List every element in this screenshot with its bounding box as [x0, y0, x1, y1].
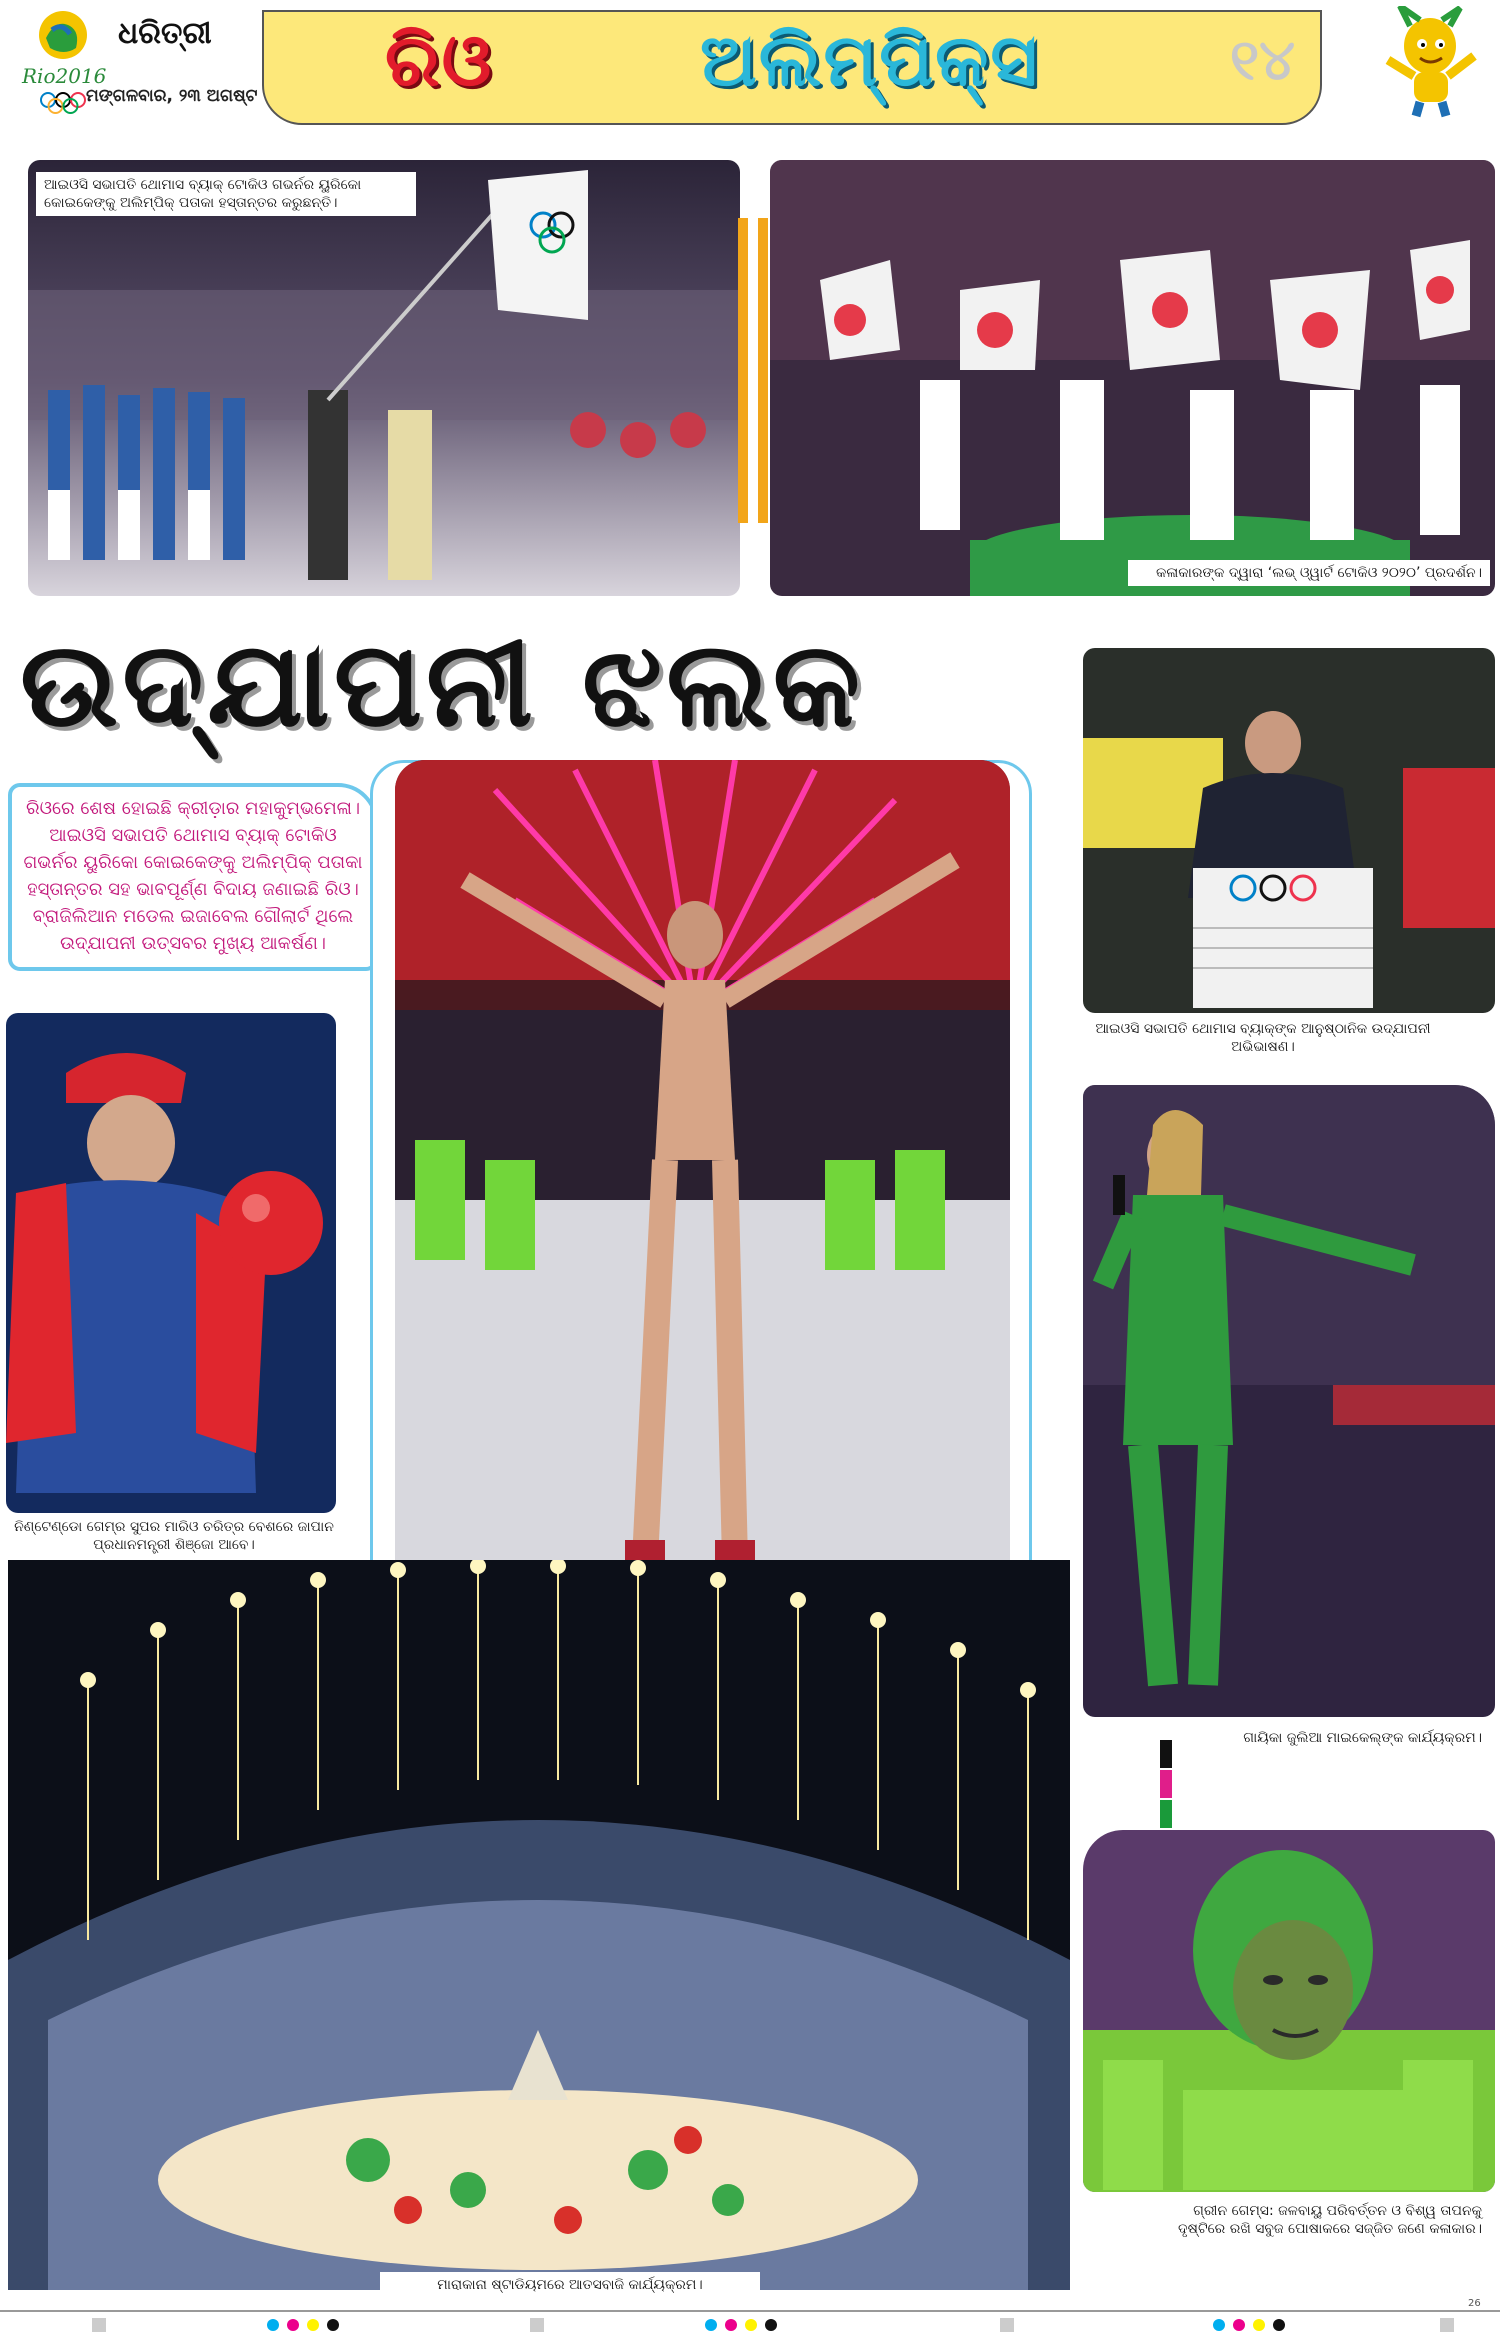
accent-bar: [758, 218, 768, 523]
rio-logo-text: Rio2016: [22, 64, 107, 88]
registration-block: [1440, 2318, 1454, 2332]
photo-flag-handover: [28, 160, 740, 596]
photo-tokyo-caption: କଳାକାରଙ୍କ ଦ୍ୱାରା ‘ଲଭ୍ ଓ୍ୱାର୍ଟ ଟୋକିଓ ୨୦୨୦’ ପ୍ରଦର୍ଶନ।: [1128, 560, 1490, 586]
photo-mario-caption: ନିଣ୍ଟେଣ୍ଡୋ ଗେମ୍‌ର ସୁପର ମାରିଓ ଚରିତ୍ର ବେଶରେ ଜାପାନ ପ୍ରଧାନମନ୍ତ୍ରୀ ଶିଞ୍ଜୋ ଆବେ।: [6, 1514, 342, 1558]
vinicius-mascot-illustration: [1360, 6, 1490, 118]
photo-green-games-performer: [1083, 1830, 1495, 2192]
photo-tokyo-2020-performance: [770, 160, 1495, 596]
photo-singer-julia-michaels: [1083, 1085, 1495, 1717]
registration-block: [1000, 2318, 1014, 2332]
main-headline: ଉଦ୍‌ଯାପନୀ ଝଲକ: [20, 615, 865, 753]
cmyk-registration-icon: [266, 2318, 346, 2332]
cmyk-registration-icon: [1212, 2318, 1292, 2332]
page-code: 26: [1468, 2298, 1481, 2309]
footer-rule: [0, 2310, 1500, 2312]
color-bar-black: [1160, 1740, 1172, 1768]
intro-summary: ରିଓରେ ଶେଷ ହୋଇଛି କ୍ରୀଡ଼ାର ମହାକୁମ୍ଭମେଳା। ଆଇଓସି ସଭାପତି ଥୋମାସ ବ୍ୟାକ୍ ଟୋକିଓ ଗଭର୍ନର ୟୁରିକୋ କୋଇକେଙ୍କୁ ଅଲିମ୍ପିକ୍ ପତାକା ହସ୍ତାନ୍ତର ସହ ଭାବପୂର୍ଣ୍ଣ ବିଦାୟ ଜଣାଇଛି ରିଓ। ବ୍ରାଜିଲିଆନ ମଡେଲ ଇଜାବେଲ ଗୌଲାର୍ଟ ଥିଲେ ଉଦ୍‌ଯାପନୀ ଉତ୍ସବର ମୁଖ୍ୟ ଆକର୍ଷଣ।: [8, 783, 378, 971]
page-title-olympics: ଅଲିମ୍ପିକ୍ସ: [700, 18, 1040, 102]
photo-flag-caption: ଆଇଓସି ସଭାପତି ଥୋମାସ ବ୍ୟାକ୍ ଟୋକିଓ ଗଭର୍ନର ୟୁରିକୋ କୋଇକେଙ୍କୁ ଅଲିମ୍ପିକ୍ ପତାକା ହସ୍ତାନ୍ତର କରୁଛନ୍ତି।: [36, 172, 416, 216]
photo-maracana-fireworks: [8, 1560, 1070, 2290]
photo-model-izabel-goulart: [395, 760, 1010, 1628]
color-bar-magenta: [1160, 1770, 1172, 1798]
registration-block: [530, 2318, 544, 2332]
cmyk-registration-icon: [704, 2318, 784, 2332]
accent-bar: [738, 218, 748, 523]
registration-block: [92, 2318, 106, 2332]
photo-bach-speech: [1083, 648, 1495, 1013]
page-number: ୧୪: [1230, 28, 1296, 93]
photo-abe-super-mario: [6, 1013, 336, 1513]
photo-fireworks-caption: ମାରାକାନା ଷ୍ଟାଡିୟମରେ ଆତସବାଜି କାର୍ଯ୍ୟକ୍ରମ।: [380, 2272, 760, 2298]
color-bar-green: [1160, 1800, 1172, 1828]
rio-emblem-icon: [36, 8, 90, 62]
issue-date: ମଙ୍ଗଳବାର, ୨୩ ଅଗଷ୍ଟ: [86, 86, 258, 106]
photo-bach-caption: ଆଇଓସି ସଭାପତି ଥୋମାସ ବ୍ୟାକ୍‌ଙ୍କ ଆନୁଷ୍ଠାନିକ ଉଦ୍‌ଯାପନୀ ଅଭିଭାଷଣ।: [1083, 1016, 1443, 1060]
newspaper-name: ଧରିତ୍ରୀ: [118, 16, 212, 51]
page-title-rio: ରିଓ: [385, 18, 494, 102]
photo-singer-caption: ଗାୟିକା ଜୁଲିଆ ମାଇକେଲ୍‌ଙ୍କ କାର୍ଯ୍ୟକ୍ରମ।: [1160, 1725, 1490, 1751]
photo-green-caption: ଗ୍ରୀନ ଗେମ୍ସ: ଜଳବାୟୁ ପରିବର୍ତ୍ତନ ଓ ବିଶ୍ୱ ତାପନକୁ ଦୃଷ୍ଟିରେ ରଖି ସବୁଜ ପୋଷାକରେ ସଜ୍ଜିତ ଜଣେ କଳାକାର।: [1140, 2198, 1490, 2242]
